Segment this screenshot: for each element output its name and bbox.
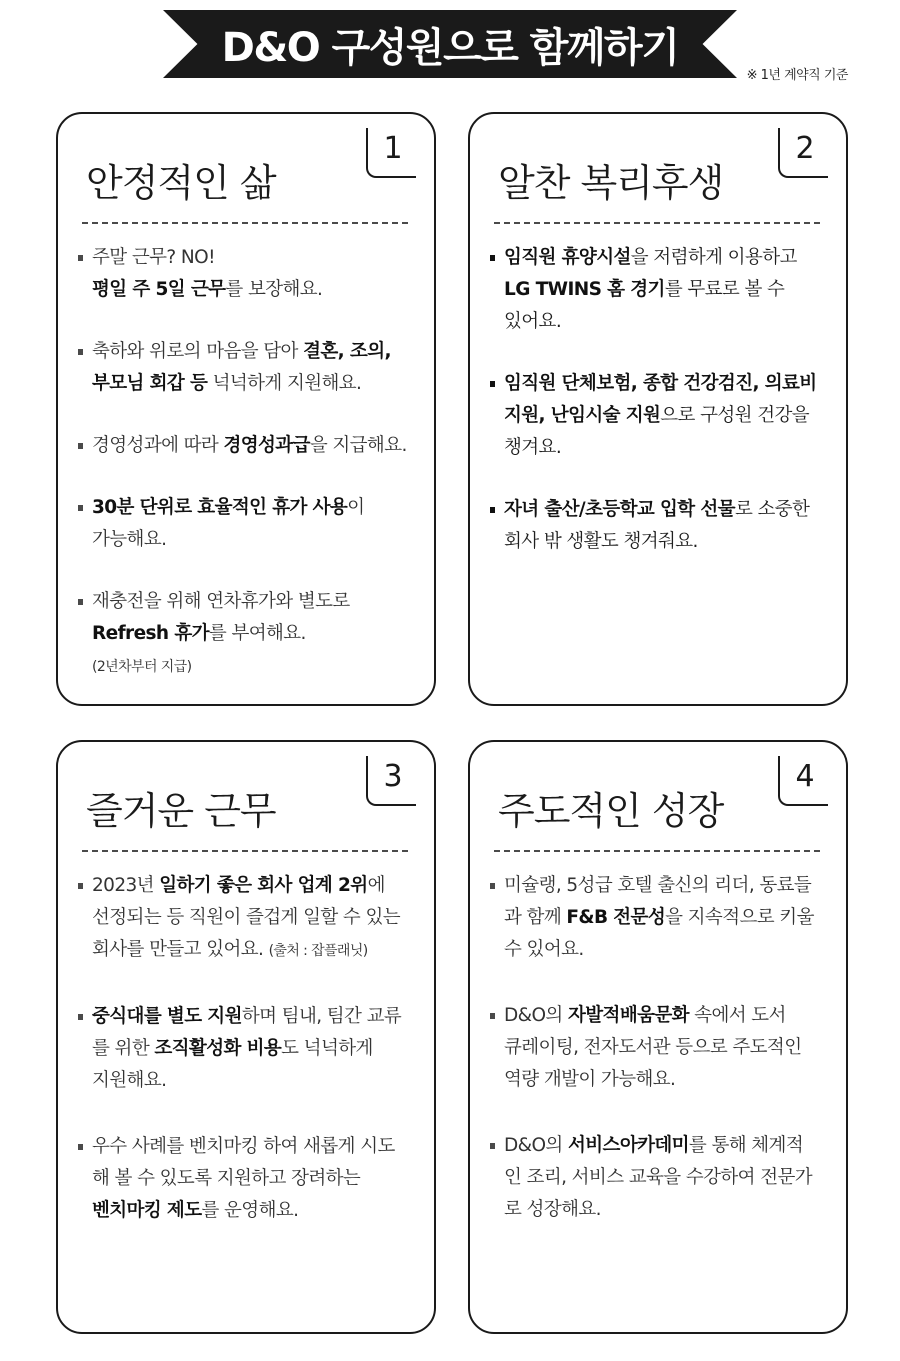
item-text: 를 통해 체계적 bbox=[688, 1135, 804, 1156]
item-text: 회사를 만들고 있어요. bbox=[92, 939, 269, 960]
dashed-divider bbox=[494, 222, 820, 224]
highlight-text: 자녀 출산/초등학교 입학 선물 bbox=[504, 499, 735, 520]
highlight-text: 임직원 단체보험, 종합 건강검진, 의료비 bbox=[504, 373, 817, 394]
item-text: 로 소중한 bbox=[734, 499, 810, 520]
dashed-divider bbox=[494, 850, 820, 852]
card-number: 1 bbox=[366, 128, 416, 178]
benefit-item bbox=[78, 492, 424, 556]
item-text: 이 bbox=[347, 497, 365, 518]
item-text: 있어요. bbox=[504, 311, 562, 332]
card-title: 주도적인 성장 bbox=[498, 789, 724, 833]
item-text: 을 지급해요. bbox=[309, 435, 407, 456]
highlight-text: 결혼, 조의, bbox=[303, 341, 391, 362]
contract-note: ※ 1년 계약직 기준 bbox=[746, 68, 848, 83]
benefit-item bbox=[490, 494, 836, 558]
item-text: 해 볼 수 있도록 지원하고 장려하는 bbox=[92, 1168, 361, 1189]
benefit-item bbox=[78, 242, 424, 306]
card-number: 3 bbox=[366, 756, 416, 806]
card-title: 즐거운 근무 bbox=[86, 789, 276, 833]
benefit-item bbox=[78, 1001, 424, 1097]
benefit-list bbox=[78, 870, 424, 1261]
highlight-text: 부모님 회갑 등 bbox=[92, 373, 208, 394]
item-text: 으로 구성원 건강을 bbox=[660, 405, 810, 426]
item-text: 를 보장해요. bbox=[225, 279, 323, 300]
item-text: 축하와 위로의 마음을 담아 bbox=[92, 341, 304, 362]
item-text: 챙겨요. bbox=[504, 437, 562, 458]
highlight-text: 벤치마킹 제도 bbox=[92, 1200, 202, 1221]
dashed-divider bbox=[82, 850, 408, 852]
item-text: 를 위한 bbox=[92, 1038, 155, 1059]
item-text: 과 함께 bbox=[504, 907, 567, 928]
card-number: 2 bbox=[778, 128, 828, 178]
benefit-list bbox=[78, 242, 424, 710]
highlight-text: 일하기 좋은 회사 업계 2위 bbox=[159, 875, 368, 896]
item-text: 선정되는 등 직원이 즐겁게 일할 수 있는 bbox=[92, 907, 401, 928]
item-text: 경영성과에 따라 bbox=[92, 435, 224, 456]
item-text: 재충전을 위해 연차휴가와 별도로 bbox=[92, 591, 350, 612]
item-text: 을 지속적으로 키울 bbox=[665, 907, 814, 928]
card-title: 알찬 복리후생 bbox=[498, 161, 724, 205]
benefit-item bbox=[490, 242, 836, 338]
item-text: 미슐랭, 5성급 호텔 출신의 리더, 동료들 bbox=[504, 875, 812, 896]
item-text: 를 부여해요. bbox=[208, 623, 306, 644]
card-welfare bbox=[468, 112, 848, 706]
item-text: 수 있어요. bbox=[504, 939, 584, 960]
item-text: 역량 개발이 가능해요. bbox=[504, 1069, 676, 1090]
benefit-item bbox=[78, 336, 424, 400]
item-text: 넉넉하게 지원해요. bbox=[207, 373, 362, 394]
highlight-text: 자발적배움문화 bbox=[568, 1005, 689, 1026]
highlight-text: 평일 주 5일 근무 bbox=[92, 279, 226, 300]
highlight-text: 조직활성화 비용 bbox=[154, 1038, 282, 1059]
highlight-text: 30분 단위로 효율적인 휴가 사용 bbox=[92, 497, 348, 518]
card-number: 4 bbox=[778, 756, 828, 806]
highlight-text: Refresh 휴가 bbox=[92, 623, 209, 644]
highlight-text: 임직원 휴양시설 bbox=[504, 247, 631, 268]
highlight-text: 중식대를 별도 지원 bbox=[92, 1006, 242, 1027]
item-text: 을 저렴하게 이용하고 bbox=[630, 247, 797, 268]
card-fun-work bbox=[56, 740, 436, 1334]
benefit-item bbox=[490, 1000, 836, 1096]
item-text: 회사 밖 생활도 챙겨줘요. bbox=[504, 531, 698, 552]
benefit-item bbox=[78, 1131, 424, 1227]
page-title: D&O 구성원으로 함께하기 bbox=[221, 24, 679, 71]
item-text: 로 성장해요. bbox=[504, 1199, 601, 1220]
item-text: 인 조리, 서비스 교육을 수강하여 전문가 bbox=[504, 1167, 813, 1188]
benefit-item bbox=[490, 368, 836, 464]
card-self-growth bbox=[468, 740, 848, 1334]
card-title: 안정적인 삶 bbox=[86, 161, 276, 205]
item-text: D&O의 bbox=[504, 1135, 568, 1156]
benefit-item bbox=[78, 586, 424, 680]
item-text: 우수 사례를 벤치마킹 하여 새롭게 시도 bbox=[92, 1136, 395, 1157]
item-text: 속에서 도서 bbox=[688, 1005, 786, 1026]
footnote-text: (2년차부터 지급) bbox=[92, 659, 192, 675]
item-text: 에 bbox=[367, 875, 385, 896]
highlight-text: 서비스아카데미 bbox=[568, 1135, 689, 1156]
highlight-text: 지원, 난임시술 지원 bbox=[504, 405, 661, 426]
benefit-item bbox=[490, 1130, 836, 1226]
benefit-list bbox=[490, 870, 836, 1260]
item-text: 가능해요. bbox=[92, 529, 167, 550]
dashed-divider bbox=[82, 222, 408, 224]
item-text: 를 무료로 볼 수 bbox=[664, 279, 785, 300]
item-text: 도 넉넉하게 bbox=[281, 1038, 373, 1059]
item-text: 큐레이팅, 전자도서관 등으로 주도적인 bbox=[504, 1037, 802, 1058]
benefit-item bbox=[78, 430, 424, 462]
benefit-list bbox=[490, 242, 836, 588]
benefit-item bbox=[78, 870, 424, 967]
card-stable-life bbox=[56, 112, 436, 706]
benefit-item bbox=[490, 870, 836, 966]
item-text: 지원해요. bbox=[92, 1070, 167, 1091]
item-text: 주말 근무? NO! bbox=[92, 247, 215, 268]
highlight-text: LG TWINS 홈 경기 bbox=[504, 279, 665, 300]
item-text: D&O의 bbox=[504, 1005, 568, 1026]
footnote-text: (출처 : 잡플래닛) bbox=[268, 943, 368, 959]
highlight-text: F&B 전문성 bbox=[566, 907, 666, 928]
item-text: 2023년 bbox=[92, 875, 160, 896]
item-text: 를 운영해요. bbox=[201, 1200, 299, 1221]
highlight-text: 경영성과급 bbox=[223, 435, 310, 456]
item-text: 하며 팀내, 팀간 교류 bbox=[241, 1006, 402, 1027]
